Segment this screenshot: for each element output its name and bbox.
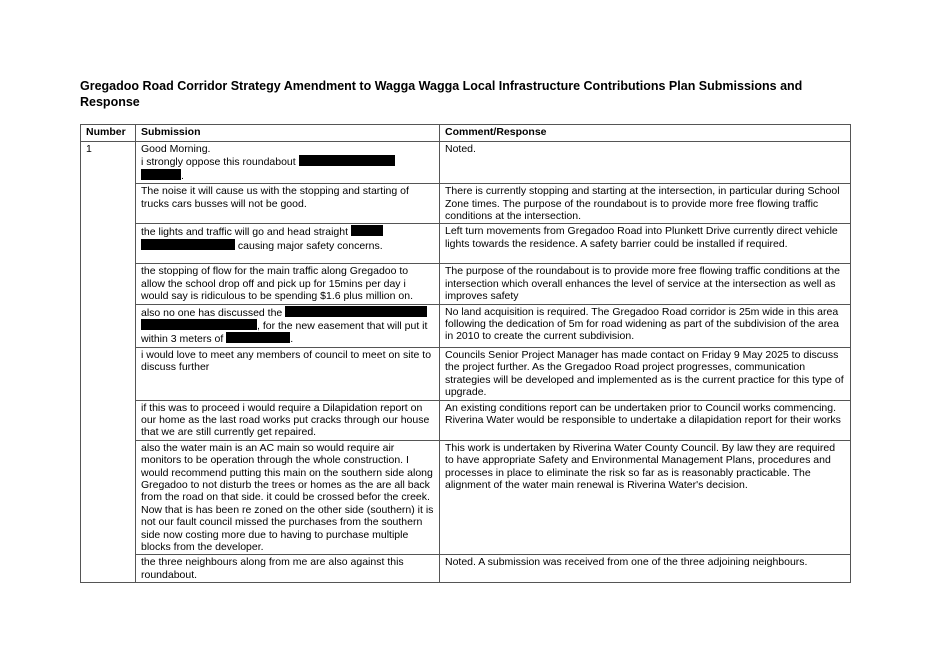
- response-cell: Noted. A submission was received from one of the three adjoining neighbours.: [440, 555, 851, 583]
- table-row: [81, 224, 851, 264]
- submission-cell: i would love to meet any members of council to meet on site to discuss further: [136, 347, 440, 400]
- table-row: [81, 304, 851, 347]
- submission-text: also no one has discussed the: [141, 306, 283, 319]
- submission-cell: [136, 224, 440, 264]
- redaction-block: [299, 155, 395, 166]
- submission-cell: also the water main is an AC main so would require air monitors to be operation through the whole construction. I would recommend putting this main on the southern side along Gregadoo to not disturb the trees or homes as the are all back from the road on that side. it could be crossed befor the creek. Now that is has been re zoned on the other side (southern) it is not our fault council missed the purchases from the southern side now costing more due to having to purchase multiple blocks from the developer.: [136, 440, 440, 555]
- redaction-block: [141, 319, 257, 330]
- table-row: [81, 347, 851, 400]
- response-cell: No land acquisition is required. The Gregadoo Road corridor is 25m wide in this area following the dedication of 5m for road widening as part of the subdivision of the area in 2010 to create the current subdivision.: [440, 304, 851, 347]
- table-header-row: [81, 125, 851, 142]
- redaction-block: [285, 306, 427, 317]
- submission-text: Good Morning.: [141, 143, 211, 155]
- submission-cell: the three neighbours along from me are also against this roundabout.: [136, 555, 440, 583]
- submission-text: .: [181, 169, 184, 182]
- header-response: Comment/Response: [440, 125, 851, 142]
- response-cell: There is currently stopping and starting at the intersection, in particular during School Zone times. The purpose of the roundabout is to provide more free flowing traffic conditions at the intersection.: [440, 184, 851, 224]
- table-row: [81, 400, 851, 440]
- redaction-block: [141, 169, 181, 180]
- redaction-block: [351, 225, 383, 236]
- response-cell: Noted.: [440, 142, 851, 184]
- table-row: [81, 264, 851, 304]
- redaction-block: [141, 239, 235, 250]
- response-cell: An existing conditions report can be undertaken prior to Council works commencing. Riverina Water would be responsible to undertake a dilapidation report for their works: [440, 400, 851, 440]
- submission-number: 1: [81, 142, 136, 583]
- submission-text: , for the new easement that will put it: [257, 320, 428, 333]
- submission-text: the lights and traffic will go and head straight: [141, 226, 349, 239]
- submissions-table: [80, 124, 851, 583]
- table-row: [81, 142, 851, 184]
- submission-text: .: [290, 333, 294, 346]
- response-cell: Councils Senior Project Manager has made contact on Friday 9 May 2025 to discuss the project further. As the Gregadoo Road project progresses, communication strategies will be developed and implemented as is the current practice for this type of upgrade.: [440, 347, 851, 400]
- submission-text: within 3 meters of: [141, 333, 224, 346]
- table-row: [81, 440, 851, 555]
- submission-text: i strongly oppose this roundabout: [141, 156, 296, 169]
- redaction-block: [226, 332, 290, 343]
- document-title: Gregadoo Road Corridor Strategy Amendment to Wagga Wagga Local Infrastructure Contributions Plan Submissions and Response: [80, 79, 803, 109]
- table-row: [81, 184, 851, 224]
- submission-cell: the stopping of flow for the main traffic along Gregadoo to allow the school drop off and pick up for 15mins per day i would say is ridiculous to be spending $1.6 plus million on.: [136, 264, 440, 304]
- response-cell: This work is undertaken by Riverina Water County Council. By law they are required to have appropriate Safety and Environmental Management Plans, procedures and processes in place to eliminate the risk so far as is reasonably practicable. The alignment of the water main renewal is Riverina Water's decision.: [440, 440, 851, 555]
- response-cell: Left turn movements from Gregadoo Road into Plunkett Drive currently direct vehicle lights towards the residence. A safety barrier could be installed if required.: [440, 224, 851, 264]
- table-row: [81, 555, 851, 583]
- submission-text: causing major safety concerns.: [237, 239, 383, 252]
- header-number: Number: [81, 125, 136, 142]
- header-submission: Submission: [136, 125, 440, 142]
- response-cell: The purpose of the roundabout is to provide more free flowing traffic conditions at the intersection which overall enhances the level of service at the intersection as well as improves safety: [440, 264, 851, 304]
- submission-cell: [136, 142, 440, 184]
- submission-cell: if this was to proceed i would require a Dilapidation report on our home as the last road works put cracks through our house that we are still currently get repaired.: [136, 400, 440, 440]
- submission-cell: [136, 304, 440, 347]
- submission-cell: The noise it will cause us with the stopping and starting of trucks cars busses will not be good.: [136, 184, 440, 224]
